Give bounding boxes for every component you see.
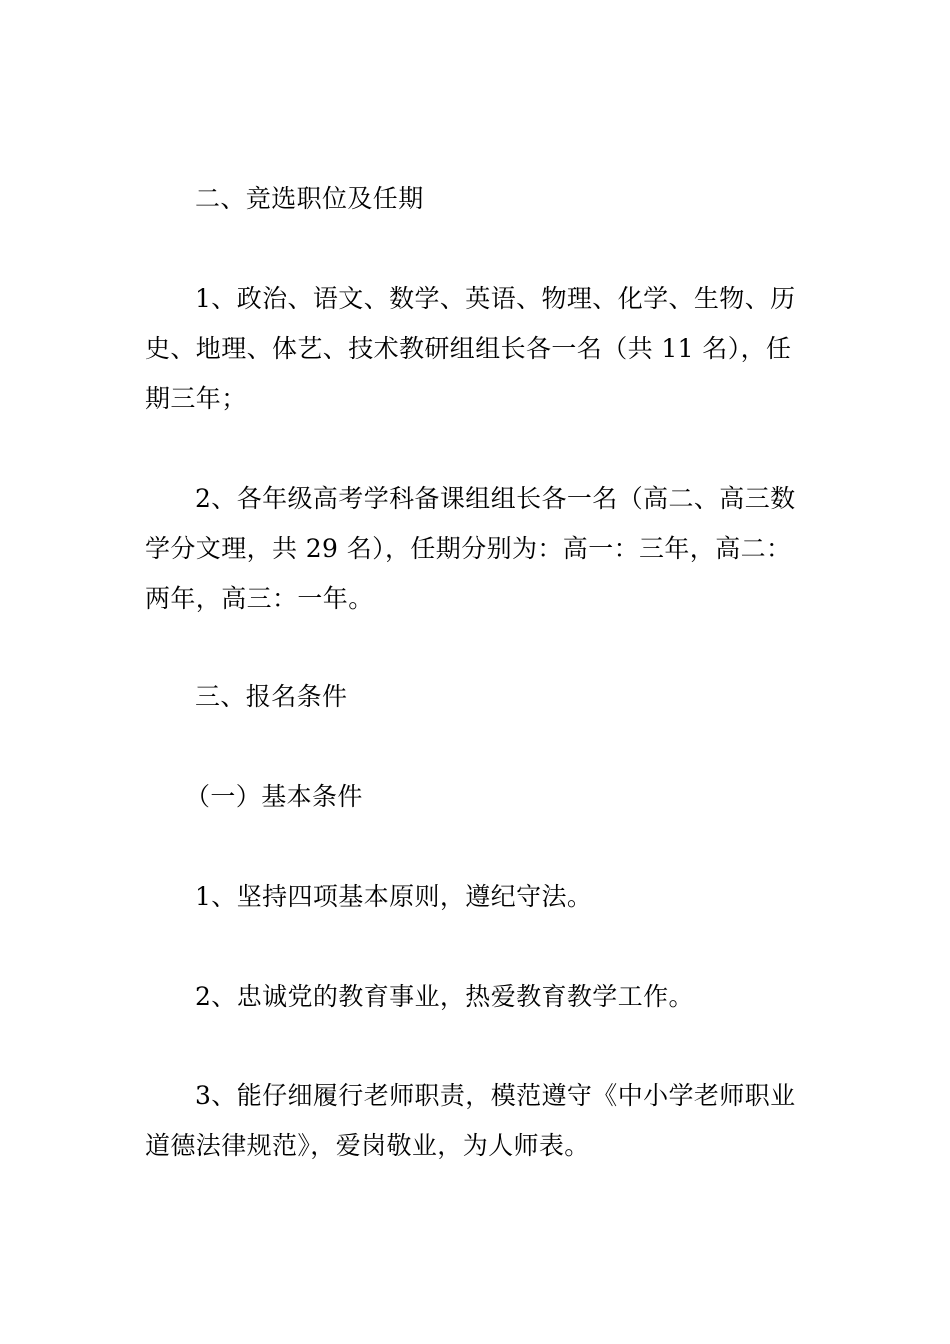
condition-item-1: 1、坚持四项基本原则，遵纪守法。 xyxy=(195,882,593,911)
section-heading-positions: 二、竞选职位及任期 xyxy=(195,184,424,213)
subheading-basic-conditions: （一）基本条件 xyxy=(185,782,363,811)
paragraph-item-1: 1、政治、语文、数学、英语、物理、化学、生物、历史、地理、体艺、技术教研组组长各一名（共 11 名），任期三年； xyxy=(145,284,796,413)
section-heading-conditions: 三、报名条件 xyxy=(195,682,348,711)
condition-item-2: 2、忠诚党的教育事业，热爱教育教学工作。 xyxy=(195,982,694,1011)
condition-item-3: 3、能仔细履行老师职责，模范遵守《中小学老师职业道德法律规范》，爱岗敬业，为人师表。 xyxy=(145,1081,796,1160)
paragraph-item-2: 2、各年级高考学科备课组组长各一名（高二、高三数学分文理，共 29 名），任期分别为：高一：三年，高二：两年，高三：一年。 xyxy=(145,484,796,613)
